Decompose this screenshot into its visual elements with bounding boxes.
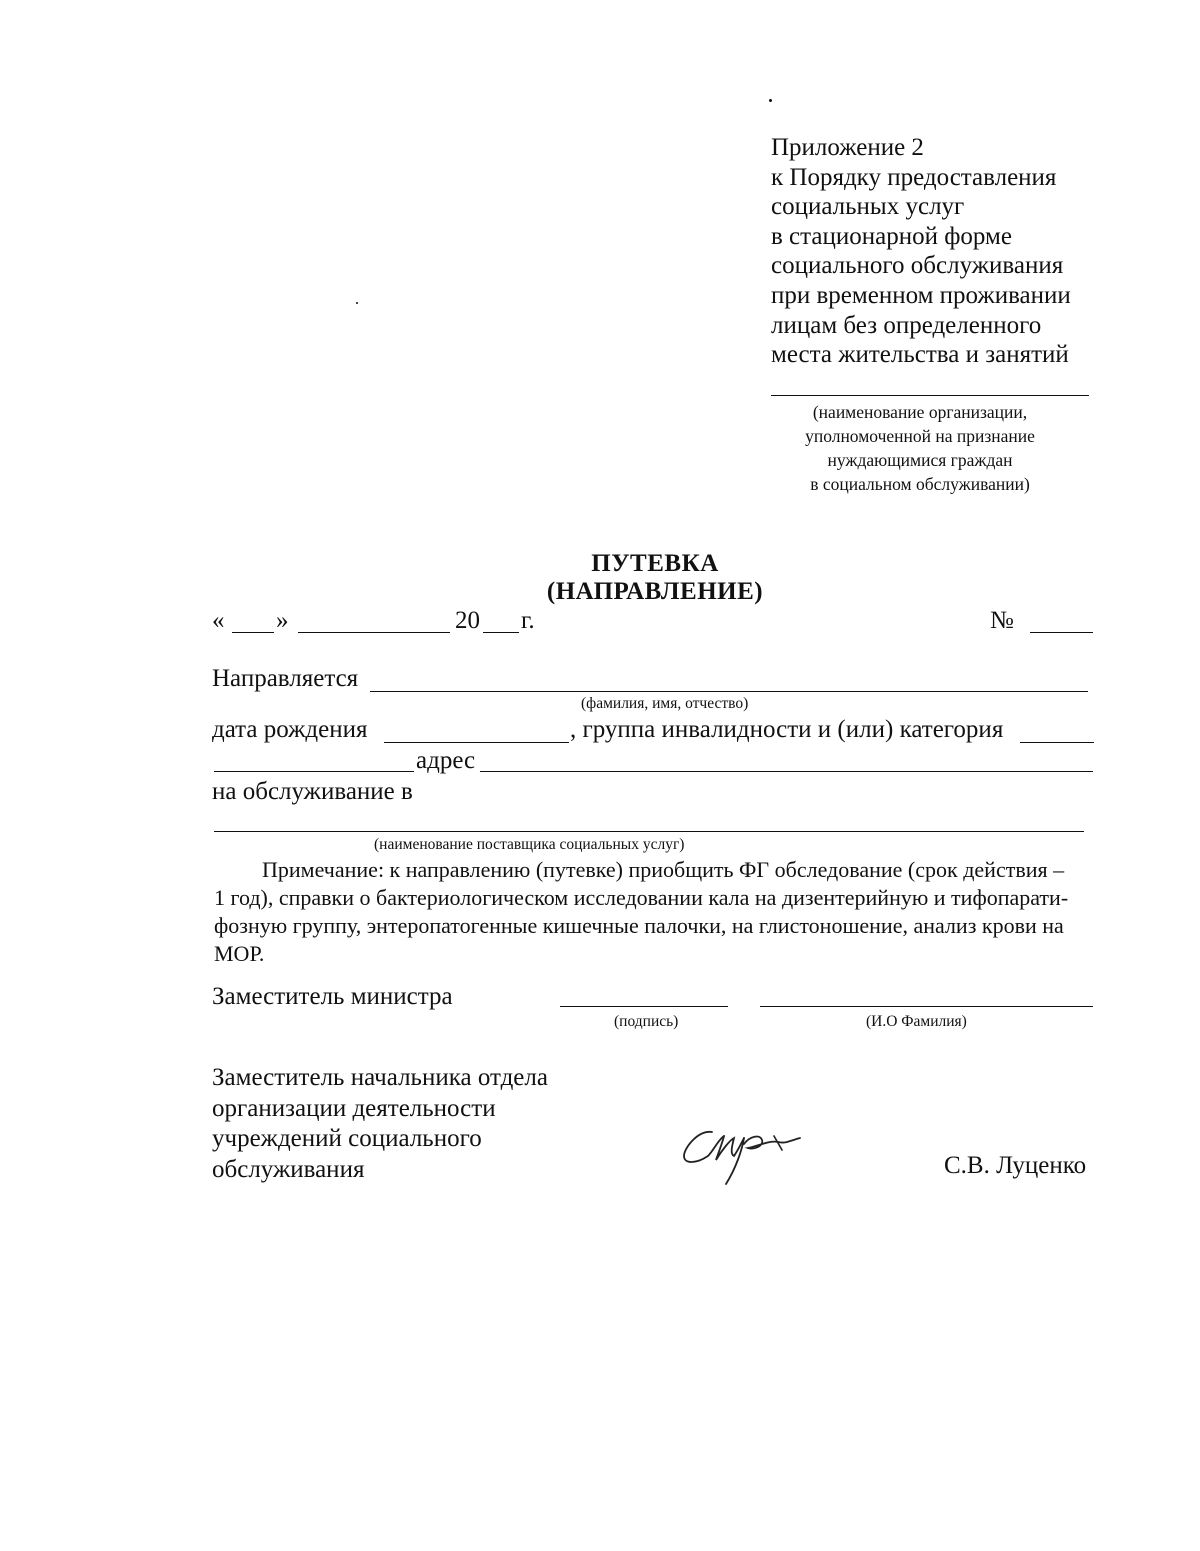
- deputy-minister-name-field[interactable]: [760, 1006, 1093, 1007]
- signer-name: С.В. Луценко: [944, 1152, 1087, 1179]
- note-line: Примечание: к направлению (путевке) приобщить ФГ обследование (срок действия –: [262, 857, 1065, 882]
- signer-position-line: Заместитель начальника отдела: [212, 1064, 548, 1091]
- directed-label: Направляется: [212, 665, 359, 692]
- disability-category-continuation-field[interactable]: [214, 771, 414, 772]
- appendix-line: в стационарной форме: [771, 222, 1012, 250]
- date-day-field[interactable]: [232, 632, 274, 633]
- caption-line: (наименование организации,: [812, 402, 1028, 422]
- appendix-line: места жительства и занятий: [771, 341, 1069, 369]
- address-label: адрес: [416, 747, 476, 774]
- disability-label: , группа инвалидности и (или) категория: [570, 716, 1004, 743]
- signer-position-line: обслуживания: [212, 1155, 365, 1183]
- signer-position-line: учреждений социального: [212, 1125, 482, 1152]
- date-year-prefix: 20: [455, 607, 480, 634]
- date-open-quote: «: [212, 607, 225, 634]
- service-label: на обслуживание в: [212, 778, 413, 805]
- birth-date-label: дата рождения: [212, 716, 368, 743]
- note-line: МОР.: [214, 941, 265, 966]
- handwritten-signature: [678, 1110, 808, 1190]
- caption-line: нуждающимися граждан: [827, 450, 1013, 470]
- signer-position: [212, 1063, 548, 1185]
- document-title: ПУТЕВКА: [591, 550, 719, 577]
- signature-caption: (подпись): [614, 1013, 679, 1030]
- document-subtitle: (НАПРАВЛЕНИЕ): [546, 578, 764, 605]
- date-year-suffix: г.: [521, 607, 535, 634]
- appendix-line: социального обслуживания: [771, 252, 1064, 280]
- note-block: [214, 856, 1094, 968]
- appendix-block: [771, 133, 1071, 370]
- fio-caption: (фамилия, имя, отчество): [581, 695, 749, 712]
- appendix-line: к Порядку предоставления: [771, 163, 1057, 191]
- date-close-quote: »: [276, 607, 289, 634]
- name-caption: (И.О Фамилия): [866, 1013, 967, 1030]
- address-field[interactable]: [480, 771, 1093, 772]
- date-month-field[interactable]: [298, 632, 450, 633]
- signer-position-line: организации деятельности: [212, 1094, 496, 1122]
- caption-line: в социальном обслуживании): [810, 474, 1030, 494]
- date-year-field[interactable]: [483, 632, 519, 633]
- appendix-line: при временном проживании: [771, 281, 1071, 309]
- deputy-minister-signature-field[interactable]: [560, 1006, 728, 1007]
- birth-date-field[interactable]: [384, 742, 569, 743]
- note-line: фозную группу, энтеропатогенные кишечные палочки, на глистоношение, анализ крови на: [214, 913, 1064, 938]
- number-field[interactable]: [1030, 632, 1093, 633]
- service-provider-field[interactable]: [214, 831, 1084, 832]
- appendix-line: Приложение 2: [771, 134, 924, 161]
- fio-field[interactable]: [370, 691, 1088, 692]
- disability-category-field[interactable]: [1020, 742, 1094, 743]
- scan-dot: [769, 99, 772, 102]
- deputy-minister-label: Заместитель министра: [212, 983, 453, 1010]
- provider-caption: (наименование поставщика социальных услуг): [374, 836, 685, 853]
- caption-line: уполномоченной на признание: [805, 426, 1035, 446]
- organization-caption: [770, 400, 1070, 496]
- number-label: №: [990, 607, 1014, 634]
- appendix-line: социальных услуг: [771, 193, 965, 221]
- organization-name-field[interactable]: [771, 395, 1089, 396]
- note-line: 1 год), справки о бактериологическом исследовании кала на дизентерийную и тифопарати-: [214, 885, 1069, 910]
- scan-dot: [356, 302, 358, 304]
- appendix-line: лицам без определенного: [771, 311, 1042, 339]
